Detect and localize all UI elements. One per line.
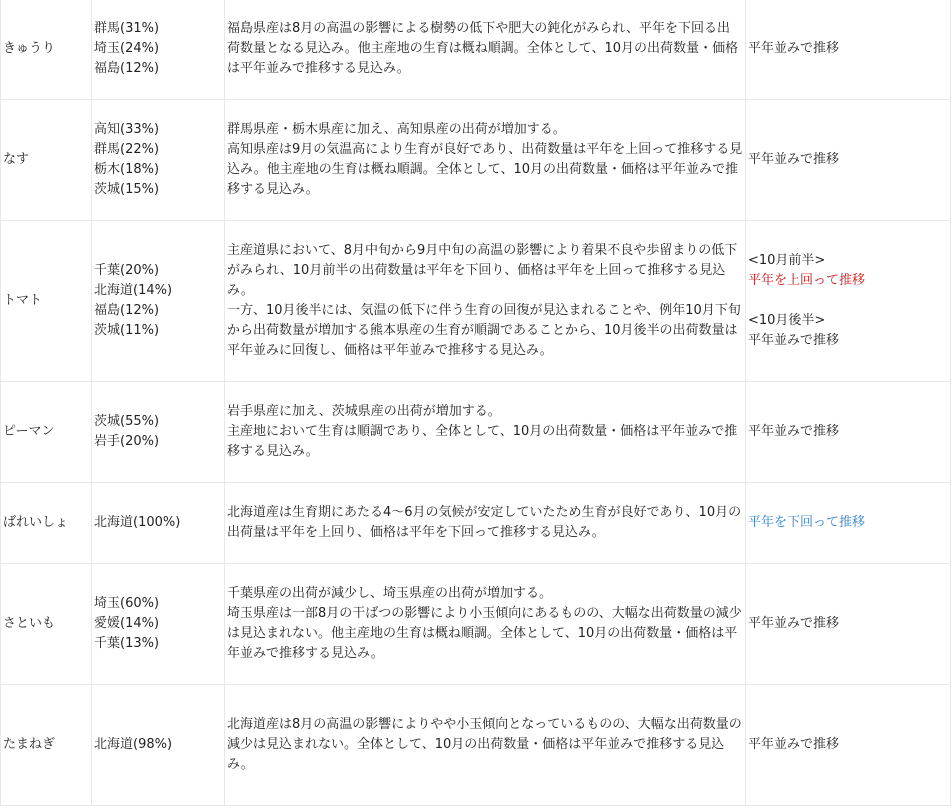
trend-cell [746, 483, 951, 564]
production-area: 群馬(22%) [94, 142, 160, 157]
production-area: 茨城(55%) [94, 414, 160, 429]
production-area: 福島(12%) [94, 61, 160, 76]
production-area-cell [92, 685, 225, 806]
production-area: 千葉(13%) [94, 636, 160, 651]
table-row [1, 564, 951, 685]
trend-cell [746, 564, 951, 685]
production-area: 埼玉(60%) [94, 596, 160, 611]
production-area: 栃木(18%) [94, 162, 160, 177]
production-area: 北海道(100%) [94, 515, 181, 530]
trend-cell [746, 100, 951, 221]
trend-text-up: 平年を上回って推移 [748, 273, 866, 288]
item-name: トマト [3, 293, 43, 308]
table-row [1, 483, 951, 564]
production-area: 愛媛(14%) [94, 616, 160, 631]
item-name: さといも [3, 616, 56, 631]
description-text: 千葉県産の出荷が減少し、埼玉県産の出荷が増加する。 [227, 586, 553, 601]
item-name-cell [1, 221, 92, 382]
description-cell [225, 100, 746, 221]
description-text: 北海道産は生育期にあたる4～6月の気候が安定していたため生育が良好であり、10月の出荷量は平年を上回り、価格は平年を下回って推移する見込み。 [227, 505, 742, 540]
production-area-cell [92, 483, 225, 564]
description-text: 主産道県において、8月中旬から9月中旬の高温の影響により着果不良や歩留まりの低下がみられ、10月前半の出荷数量は平年を下回り、価格は平年を上回って推移する見込み。 [227, 243, 738, 298]
trend-text: 平年並みで推移 [748, 152, 840, 167]
production-area: 茨城(11%) [94, 323, 160, 338]
trend-cell [746, 685, 951, 806]
description-text: 主産地において生育は順調であり、全体として、10月の出荷数量・価格は平年並みで推移する見込み。 [227, 424, 738, 459]
description-cell [225, 483, 746, 564]
item-name: ピーマン [3, 424, 55, 439]
production-area-cell [92, 221, 225, 382]
item-name: なす [3, 152, 30, 167]
production-area-cell [92, 564, 225, 685]
description-text: 岩手県産に加え、茨城県産の出荷が増加する。 [227, 404, 501, 419]
trend-cell [746, 0, 951, 100]
item-name-cell [1, 0, 92, 100]
production-area: 茨城(15%) [94, 182, 160, 197]
item-name-cell [1, 685, 92, 806]
description-cell [225, 0, 746, 100]
trend-period-label: <10月後半> [748, 313, 826, 328]
item-name-cell [1, 564, 92, 685]
item-name-cell [1, 483, 92, 564]
trend-text: 平年並みで推移 [748, 41, 840, 56]
description-cell [225, 382, 746, 483]
production-area: 北海道(14%) [94, 283, 173, 298]
item-name: ばれいしょ [3, 515, 69, 530]
production-area-cell [92, 382, 225, 483]
trend-cell [746, 382, 951, 483]
spacer [748, 291, 948, 311]
production-area: 千葉(20%) [94, 263, 160, 278]
table-row [1, 685, 951, 806]
item-name: たまねぎ [3, 737, 56, 752]
production-area: 群馬(31%) [94, 21, 160, 36]
production-area: 北海道(98%) [94, 737, 173, 752]
trend-text: 平年並みで推移 [748, 424, 840, 439]
item-name-cell [1, 382, 92, 483]
trend-text: 平年並みで推移 [748, 737, 840, 752]
description-text: 一方、10月後半には、気温の低下に伴う生育の回復が見込まれることや、例年10月下旬から出荷数量が増加する熊本県産の生育が順調であることから、10月後半の出荷数量は平年並みに回復し、価格は平年並みで推移する見込み。 [227, 303, 741, 358]
trend-period-label: <10月前半> [748, 253, 826, 268]
production-area-cell [92, 0, 225, 100]
trend-cell [746, 221, 951, 382]
table-row [1, 100, 951, 221]
description-text: 北海道産は8月の高温の影響によりやや小玉傾向となっているものの、大幅な出荷数量の減少は見込まれない。全体として、10月の出荷数量・価格は平年並みで推移する見込み。 [227, 717, 742, 772]
trend-text: 平年並みで推移 [748, 333, 840, 348]
trend-text: 平年並みで推移 [748, 616, 840, 631]
description-text: 埼玉県産は一部8月の干ばつの影響により小玉傾向にあるものの、大幅な出荷数量の減少は見込まれない。他主産地の生育は概ね順調。全体として、10月の出荷数量・価格は平年並みで推移する見込み。 [227, 606, 742, 661]
production-area: 福島(12%) [94, 303, 160, 318]
table-row [1, 221, 951, 382]
description-cell [225, 221, 746, 382]
description-text: 群馬県産・栃木県産に加え、高知県産の出荷が増加する。 [227, 122, 566, 137]
production-area: 岩手(20%) [94, 434, 160, 449]
item-name-cell [1, 100, 92, 221]
description-cell [225, 564, 746, 685]
item-name: きゅうり [3, 41, 56, 56]
description-text: 福島県産は8月の高温の影響による樹勢の低下や肥大の鈍化がみられ、平年を下回る出荷数量となる見込み。他主産地の生育は概ね順調。全体として、10月の出荷数量・価格は平年並みで推移する見込み。 [227, 21, 739, 76]
production-area: 高知(33%) [94, 122, 160, 137]
production-area-cell [92, 100, 225, 221]
table-row [1, 0, 951, 100]
table-row [1, 382, 951, 483]
description-cell [225, 685, 746, 806]
trend-text-down: 平年を下回って推移 [748, 515, 866, 530]
description-text: 高知県産は9月の気温高により生育が良好であり、出荷数量は平年を上回って推移する見込み。他主産地の生育は概ね順調。全体として、10月の出荷数量・価格は平年並みで推移する見込み。 [227, 142, 743, 197]
production-area: 埼玉(24%) [94, 41, 160, 56]
